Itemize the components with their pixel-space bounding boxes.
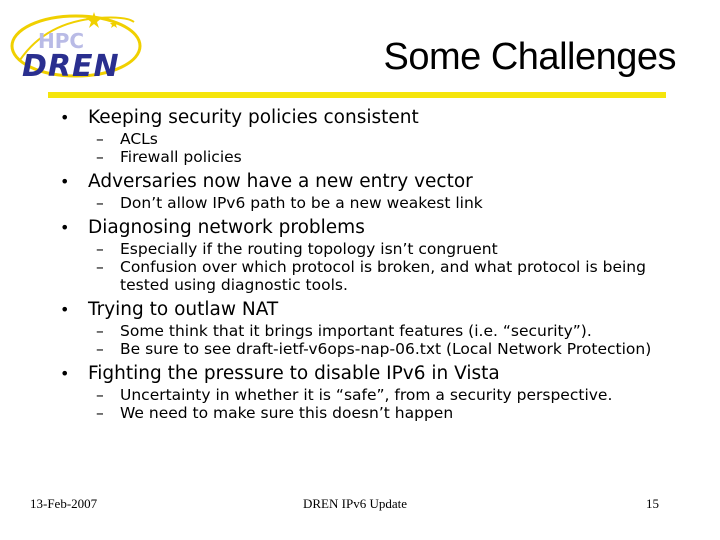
sub-list [56, 194, 696, 212]
sub-text: Especially if the routing topology isn’t congruent [120, 240, 498, 258]
sub-item: – Especially if the routing topology isn’t congruent [56, 240, 696, 258]
footer-title: DREN IPv6 Update [303, 496, 407, 511]
sub-list [56, 386, 696, 422]
sub-text: We need to make sure this doesn’t happen [120, 404, 454, 422]
sub-text: Firewall policies [120, 148, 242, 166]
sub-item: – We need to make sure this doesn’t happen [56, 404, 696, 422]
bullet-item [56, 217, 696, 239]
sub-text: Some think that it brings important features (i.e. “security”). [120, 322, 592, 340]
bullet-text: Diagnosing network problems [88, 217, 365, 238]
sub-item: – Be sure to see draft-ietf-v6ops-nap-06.txt (Local Network Protection) [56, 340, 696, 358]
slide-title: Some Challenges [383, 36, 676, 78]
bullet-item [56, 107, 696, 129]
bullet-item [56, 299, 696, 321]
bullet-text: Adversaries now have a new entry vector [88, 171, 473, 192]
logo-dren-text: DREN [22, 49, 120, 84]
hpc-dren-logo [6, 8, 166, 88]
bullet-text: Keeping security policies consistent [88, 107, 419, 128]
bullet-list [56, 104, 696, 427]
title-divider [48, 92, 666, 98]
sub-item: – Some think that it brings important features (i.e. “security”). [56, 322, 696, 340]
sub-text: Be sure to see draft-ietf-v6ops-nap-06.txt (Local Network Protection) [120, 340, 652, 358]
logo-graphic [6, 8, 166, 88]
page-number: 15 [646, 496, 659, 511]
bullet-item [56, 171, 696, 193]
sub-text: Don’t allow IPv6 path to be a new weakest link [120, 194, 483, 212]
sub-item: – Firewall policies [56, 148, 696, 166]
bullet-item [56, 363, 696, 385]
sub-item: – Confusion over which protocol is broken, and what protocol is being tested using diagnostic tools. [56, 258, 696, 294]
sub-text: ACLs [120, 130, 158, 148]
logo-hpc-text: HPC [38, 29, 85, 53]
sub-list [56, 130, 696, 166]
sub-item: – Uncertainty in whether it is “safe”, from a security perspective. [56, 386, 696, 404]
sub-text: Uncertainty in whether it is “safe”, from a security perspective. [120, 386, 613, 404]
sub-list [56, 322, 696, 358]
sub-item: – ACLs [56, 130, 696, 148]
footer-date: 13-Feb-2007 [30, 496, 98, 511]
bullet-text: Trying to outlaw NAT [88, 299, 279, 320]
sub-text: Confusion over which protocol is broken, and what protocol is being tested using diagnostic tools. [120, 258, 646, 294]
sub-item: – Don’t allow IPv6 path to be a new weakest link [56, 194, 696, 212]
bullet-text: Fighting the pressure to disable IPv6 in Vista [88, 363, 500, 384]
sub-list [56, 240, 696, 294]
